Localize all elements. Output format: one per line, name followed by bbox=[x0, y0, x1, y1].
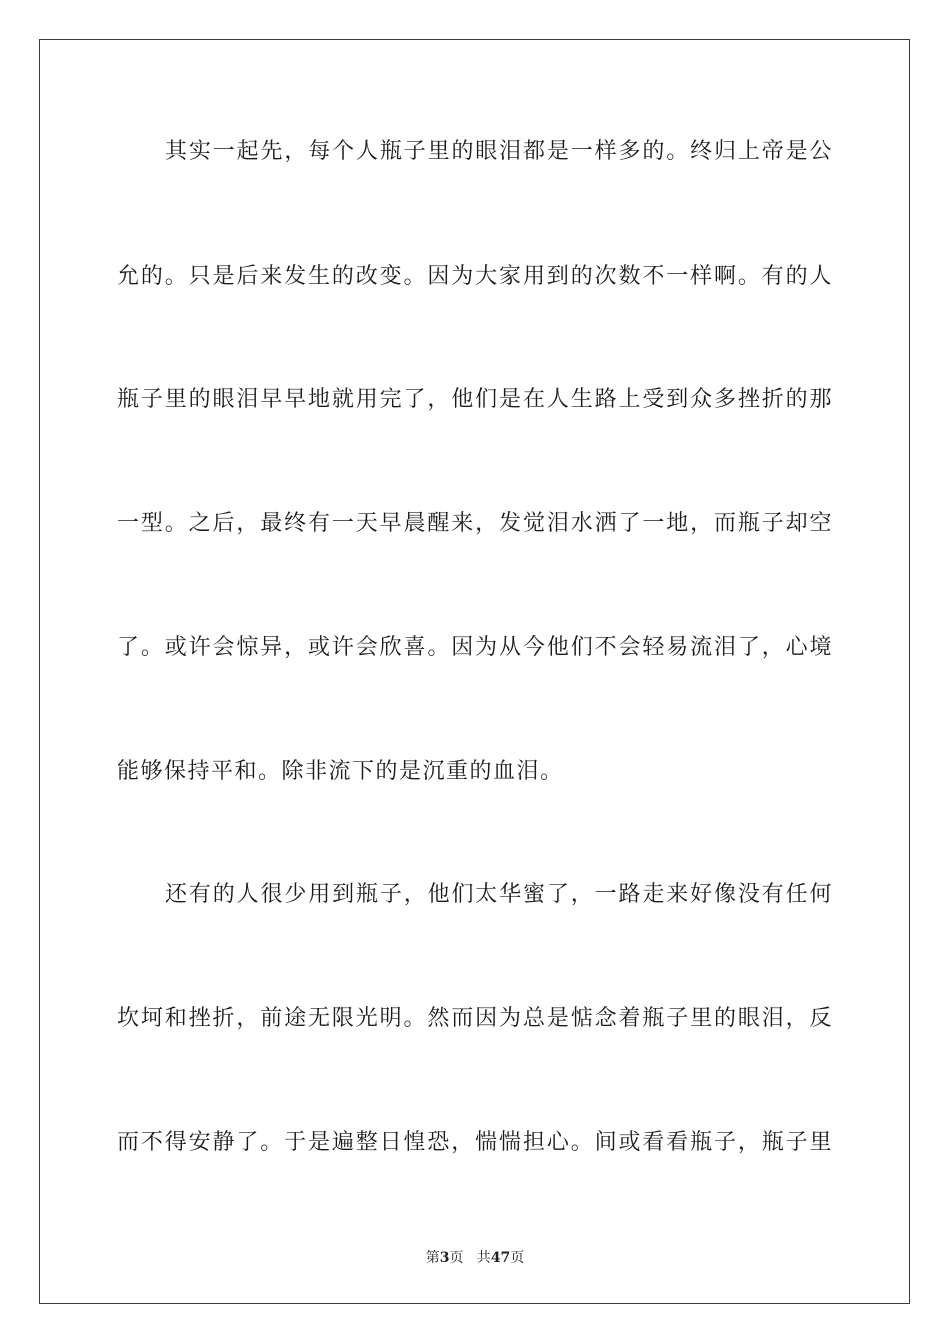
footer-middle: 页 共 bbox=[449, 1250, 491, 1266]
footer-prefix: 第 bbox=[425, 1250, 440, 1266]
paragraph-1-line-6: 能够保持平和。除非流下的是沉重的血泪。 bbox=[117, 759, 564, 784]
paragraph-1-line-3: 瓶子里的眼泪早早地就用完了，他们是在人生路上受到众多挫折的那 bbox=[117, 387, 833, 412]
paragraph-1-line-4: 一型。之后，最终有一天早晨醒来，发觉泪水洒了一地，而瓶子却空 bbox=[117, 511, 833, 536]
paragraph-2-line-3: 而不得安静了。于是遍整日惶恐，惴惴担心。间或看看瓶子，瓶子里 bbox=[117, 1130, 833, 1155]
footer-current-page: 3 bbox=[439, 1250, 450, 1266]
footer-suffix: 页 bbox=[510, 1250, 525, 1266]
paragraph-1-line-2: 允的。只是后来发生的改变。因为大家用到的次数不一样啊。有的人 bbox=[117, 264, 833, 289]
page-frame bbox=[39, 39, 910, 1304]
footer-total-pages: 47 bbox=[490, 1250, 511, 1266]
page-footer bbox=[0, 1247, 950, 1267]
paragraph-1-line-1: 其实一起先，每个人瓶子里的眼泪都是一样多的。终归上帝是公 bbox=[165, 139, 833, 164]
paragraph-1-line-5: 了。或许会惊异，或许会欣喜。因为从今他们不会轻易流泪了，心境 bbox=[117, 635, 833, 660]
paragraph-2-line-2: 坎坷和挫折，前途无限光明。然而因为总是惦念着瓶子里的眼泪，反 bbox=[117, 1006, 833, 1031]
paragraph-2-line-1: 还有的人很少用到瓶子，他们太华蜜了，一路走来好像没有任何 bbox=[165, 882, 833, 907]
